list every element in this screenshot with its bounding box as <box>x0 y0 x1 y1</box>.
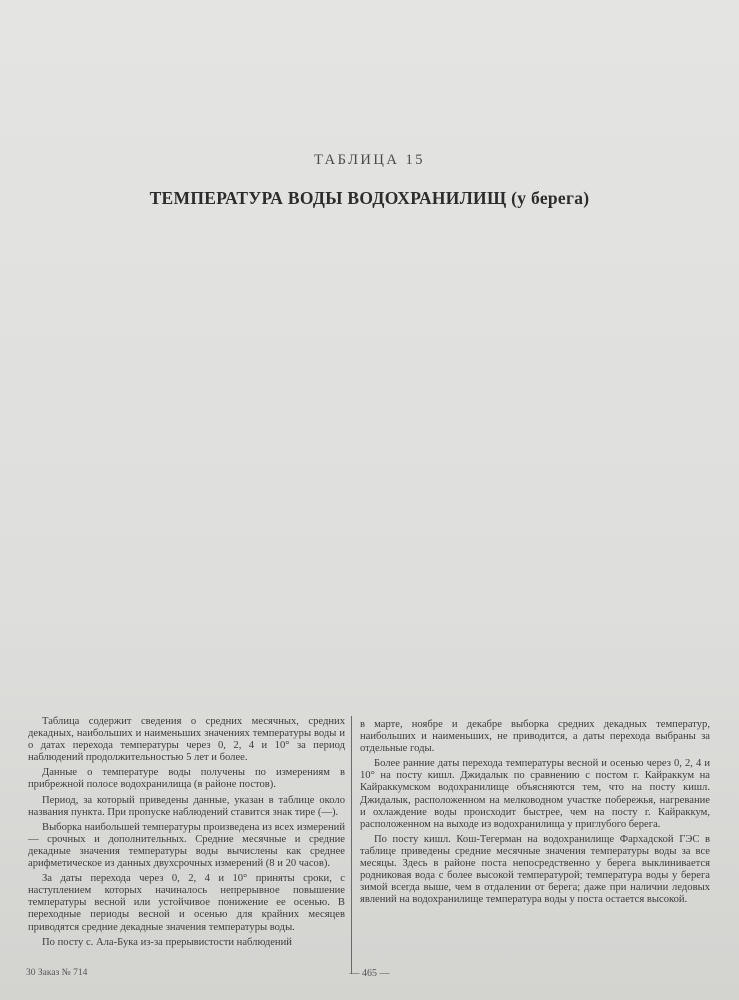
paragraph: Период, за который приведены данные, указан в таблице около названия пункта. При пропуске наблюдений ставится знак тире (—). <box>28 794 345 818</box>
paragraph: Более ранние даты перехода температуры весной и осенью через 0, 2, 4 и 10° на посту кишл. Джидалык по сравнению с постом г. Кайраккум на Кайраккумском водохранилище объясняются тем, что на посту кишл. Джидалык, расположенном на мелководном участке побережья, нагревание и охлаждение воды происходит быстрее, чем на посту г. Кайраккум, расположенном на выходе из водохранилища у приглубого берега. <box>360 758 710 830</box>
paragraph: в марте, ноябре и декабре выборка средних декадных температур, наибольших и наименьших, не приводится, а даты перехода выбраны за отдельные годы. <box>360 719 710 755</box>
printer-signature: 30 Заказ № 714 <box>26 968 88 978</box>
paragraph: По посту с. Ала-Бука из-за прерывистости наблюдений <box>42 936 292 948</box>
paragraph: За даты перехода через 0, 2, 4 и 10° приняты сроки, с наступлением которых начиналось непрерывное повышение температуры весной или устойчивое понижение ее осенью. В переходные периоды весной и осенью для крайних месяцев приводятся средние декадные значения температуры воды. <box>28 873 345 933</box>
page-number: — 465 — <box>349 968 390 979</box>
left-column <box>28 716 345 952</box>
column-divider <box>351 716 352 974</box>
paragraph: Выборка наибольшей температуры произведена из всех измерений — срочных и дополнительных. Средние месячные и средние декадные значения температуры воды вычислены как среднее арифметическое из данных двухсрочных измерений (8 и 20 часов). <box>28 821 345 870</box>
table-title: ТЕМПЕРАТУРА ВОДЫ ВОДОХРАНИЛИЩ (у берега) <box>149 188 590 208</box>
paragraph: По посту кишл. Кош-Тегерман на водохранилище Фархадской ГЭС в таблице приведены средние месячные значения температуры воды за все месяцы. Здесь в районе поста непосредственно у берега выклинивается родниковая вода с более высокой температурой; температура воды у берега зимой всегда выше, чем в отдалении от берега; даже при наличии ледовых явлений на водохранилище температура воды у поста остается высокой. <box>360 833 710 906</box>
paragraph: Данные о температуре воды получены по измерениям в прибрежной полосе водохранилища (в районе постов). <box>28 767 345 791</box>
table-number: ТАБЛИЦА 15 <box>314 152 425 168</box>
paragraph: Таблица содержит сведения о средних месячных, средних декадных, наибольших и наименьших значениях температуры воды и о датах перехода температуры через 0, 2, 4 и 10° за период наблюдений продолжительностью 5 лет и более. <box>28 716 345 764</box>
right-column <box>360 719 710 909</box>
